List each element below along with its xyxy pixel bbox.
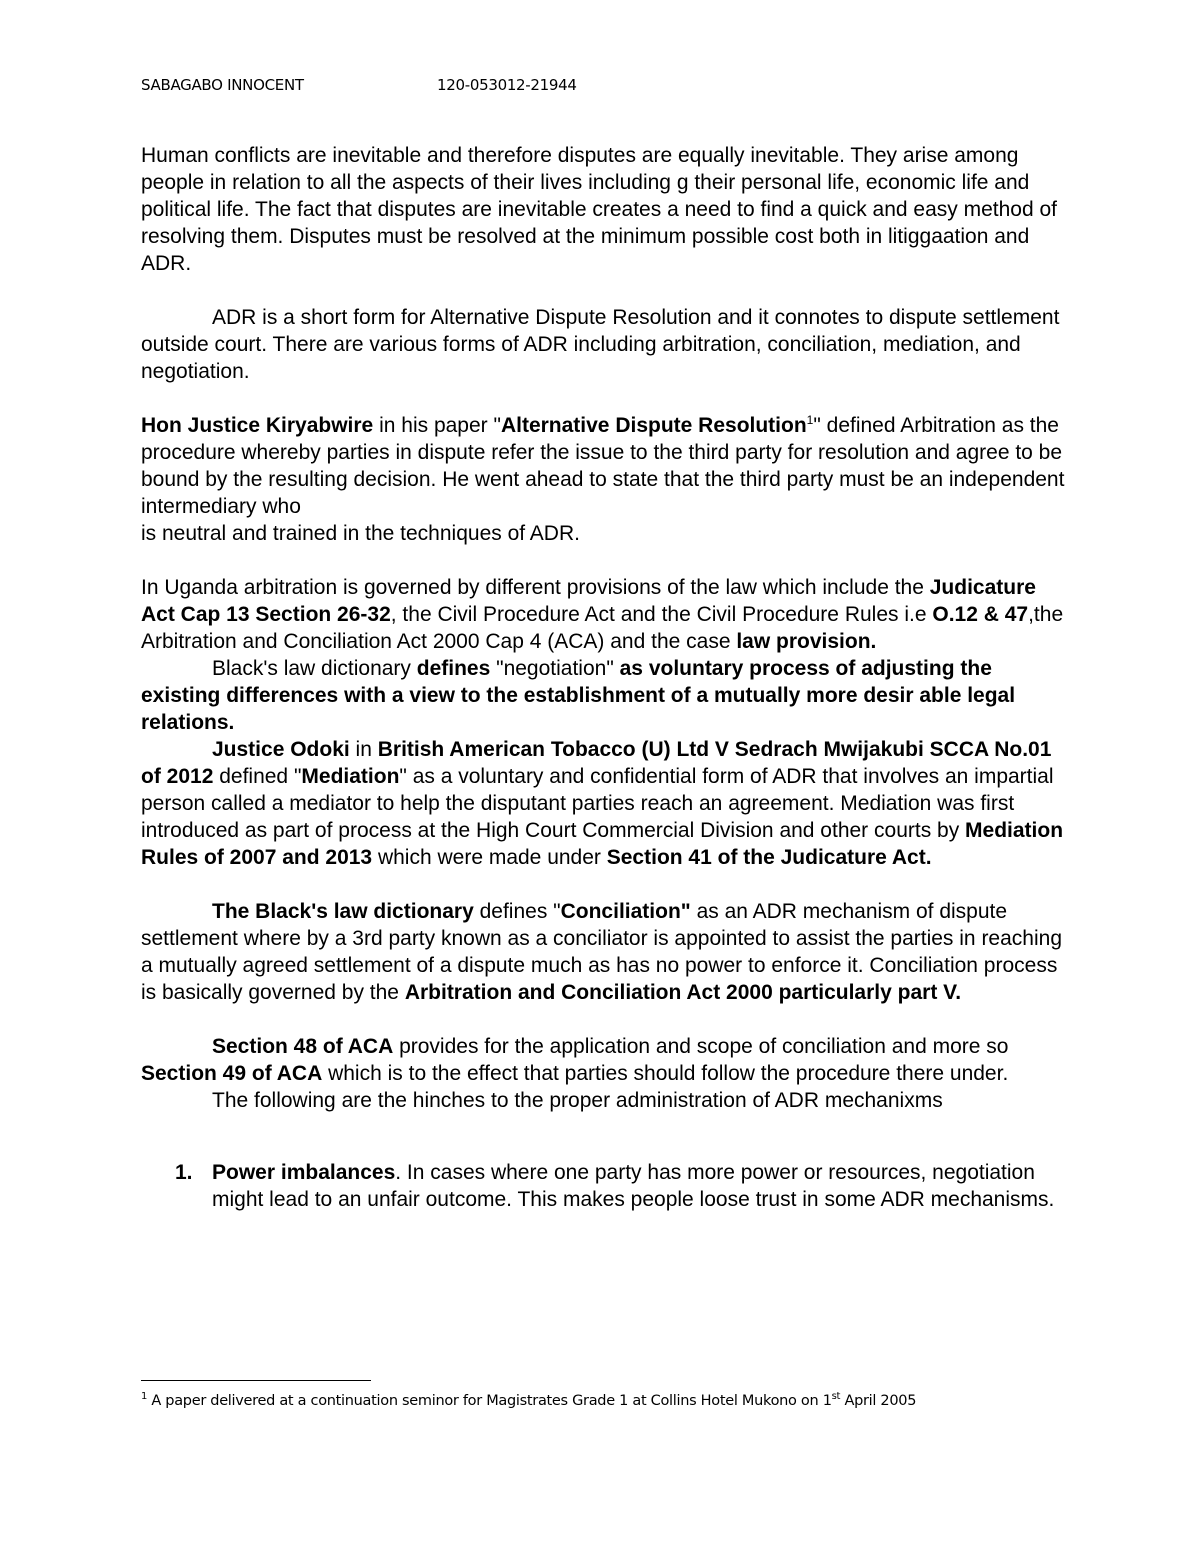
bold-text: law provision. (736, 630, 877, 653)
list-number: 1. (175, 1161, 193, 1184)
bold-text: Arbitration and Conciliation Act 2000 particularly part V. (404, 981, 962, 1004)
bold-text: defines (416, 657, 491, 680)
list-item (141, 1159, 1066, 1213)
bold-text: Section 49 of ACA (141, 1062, 323, 1085)
bold-text: Section 41 of the Judicature Act. (606, 846, 932, 869)
page-header (141, 76, 577, 94)
spacer (141, 385, 1066, 412)
bold-text: British American Tobacco (U) Ltd V Sedrach Mwijakubi SCCA No.01 of 2012 (141, 738, 1052, 788)
spacer (141, 547, 1066, 574)
bold-text: Section 48 of ACA (212, 1035, 394, 1058)
student-id: 120-053012-21944 (437, 76, 577, 94)
paragraph-text: , the Civil Procedure Act and the Civil Procedure Rules i.e (390, 603, 933, 626)
bold-text: Mediation Rules of 2007 and 2013 (141, 819, 1064, 869)
paragraph-text: provides for the application and scope of conciliation and more so (393, 1035, 1009, 1058)
bold-text: Conciliation" (560, 900, 691, 923)
bold-text: as voluntary process of adjusting the existing differences with a view to the establishment of a mutually more desir able legal relations. (141, 657, 1016, 734)
footnote-text: A paper delivered at a continuation seminor for Magistrates Grade 1 at Collins Hotel Mukono on 1 (147, 1393, 832, 1409)
paragraph-text: which is to the effect that parties should follow the procedure there under. (322, 1062, 1009, 1085)
footnote (141, 1390, 1101, 1412)
paragraph-text: ,the Arbitration and Conciliation Act 2000 Cap 4 (ACA) and the case (141, 603, 1064, 653)
spacer (141, 1141, 1066, 1159)
paragraph-text: " defined Arbitration as the procedure whereby parties in dispute refer the issue to the third party for resolution and agree to be bound by the resulting decision. He went ahead to state that the third party must be an independent intermediary who (141, 414, 1065, 518)
paragraph-text: In Uganda arbitration is governed by different provisions of the law which include the (141, 576, 930, 599)
bold-text: O.12 & 47 (932, 603, 1029, 626)
bold-text: Alternative Dispute Resolution (500, 414, 807, 437)
paragraph-arbitration (141, 412, 1066, 547)
paragraph-text: in (349, 738, 378, 761)
paragraph-text: defines " (473, 900, 561, 923)
paragraph-negotiation (141, 655, 1066, 736)
paragraph-adr-definition (141, 304, 1066, 385)
footnote-separator (141, 1380, 371, 1381)
spacer (141, 1114, 1066, 1141)
footnote-ref[interactable]: 1 (806, 413, 814, 427)
bold-text: Mediation (301, 765, 400, 788)
footnote-ordinal: st (831, 1391, 841, 1402)
bold-text: Justice Odoki (212, 738, 350, 761)
paragraph-text: The following are the hinches to the proper administration of ADR mechanixms (212, 1089, 943, 1112)
paragraph-text: in his paper " (373, 414, 501, 437)
list-item-title: Power imbalances (212, 1161, 396, 1184)
paragraph-intro: Human conflicts are inevitable and therefore disputes are equally inevitable. They arise among people in relation to all the aspects of their lives including g their personal life, economic life and political life. The fact that disputes are inevitable creates a need to find a quick and easy method of resolving them. Disputes must be resolved at the minimum possible cost both in litiggaation and ADR. (141, 144, 1058, 275)
document-body (141, 142, 1066, 1213)
paragraph-uganda-law (141, 574, 1066, 655)
bold-text: Hon Justice Kiryabwire (141, 414, 374, 437)
footnote-mark: 1 (141, 1391, 148, 1402)
paragraph-text: " as a voluntary and confidential form of ADR that involves an impartial person called a mediator to help the disputant parties reach an agreement. Mediation was first introduced as part of process at the High Court Commercial Division and other courts by (141, 765, 1054, 842)
spacer (141, 1006, 1066, 1033)
paragraph-text: as an ADR mechanism of dispute settlement where by a 3rd party known as a conciliator is appointed to assist the parties in reaching a mutually agreed settlement of a dispute much as has no power to enforce it. Conciliation process is basically governed by the (141, 900, 1062, 1004)
numbered-list (141, 1159, 1066, 1213)
footnote-text: April 2005 (840, 1393, 917, 1409)
paragraph-text: ADR is a short form for Alternative Dispute Resolution and it connotes to dispute settlement outside court. There are various forms of ADR including arbitration, conciliation, mediation, and negotiation. (141, 306, 1060, 383)
paragraph-text: which were made under (372, 846, 607, 869)
paragraph-aca-sections (141, 1033, 1066, 1087)
list-item-text: . In cases where one party has more power or resources, negotiation might lead to an unfair outcome. This makes people loose trust in some ADR mechanisms. (212, 1161, 1055, 1211)
paragraph-text: defined " (213, 765, 302, 788)
paragraph-text: Black's law dictionary (212, 657, 417, 680)
paragraph-hinches-intro (141, 1087, 1066, 1114)
bold-text: Judicature Act Cap 13 Section 26-32 (141, 576, 1036, 626)
spacer (141, 871, 1066, 898)
paragraph-conciliation (141, 898, 1066, 1006)
bold-text: The Black's law dictionary (212, 900, 474, 923)
paragraph-text: is neutral and trained in the techniques of ADR. (141, 522, 580, 545)
spacer (141, 277, 1066, 304)
paragraph-text: "negotiation" (490, 657, 620, 680)
author-name: SABAGABO INNOCENT (141, 76, 304, 94)
paragraph-mediation (141, 736, 1066, 871)
